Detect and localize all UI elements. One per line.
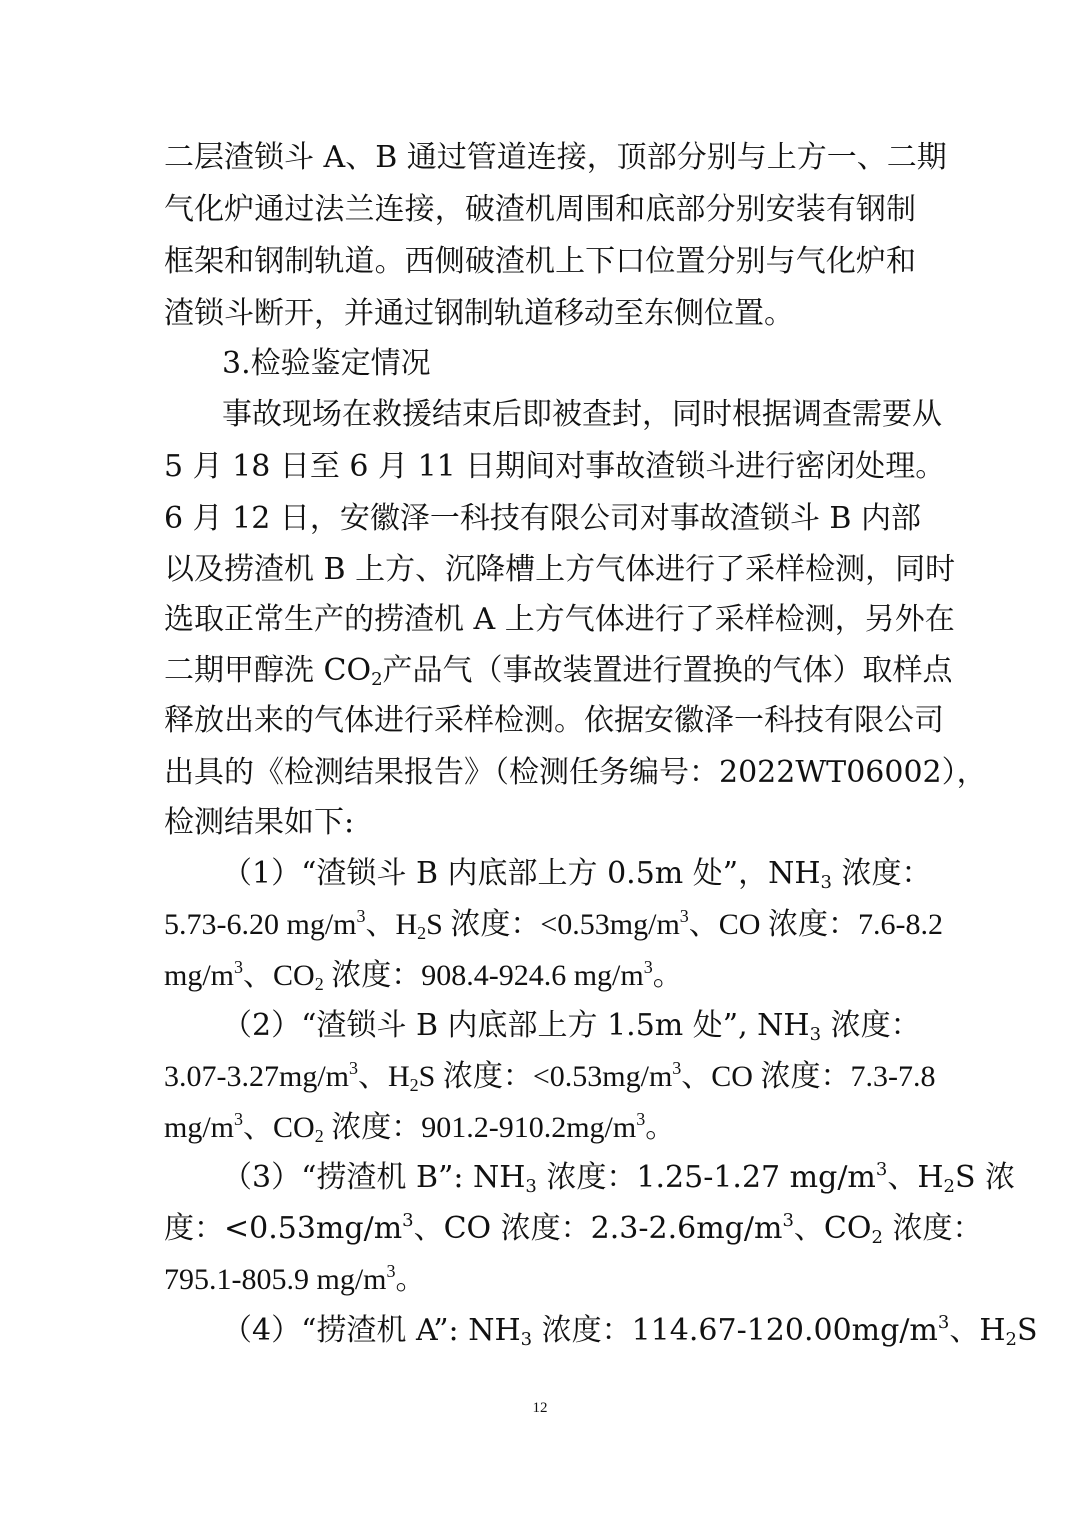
section-heading: 3.检验鉴定情况 [222, 346, 431, 381]
body-line: 二层渣锁斗 A、B 通过管道连接，顶部分别与上方一、二期 [164, 140, 947, 175]
body-line: 选取正常生产的捞渣机 A 上方气体进行了采样检测，另外在 [164, 602, 955, 637]
body-line: 二期甲醇洗 $CO_2$产品气（事故装置进行置换的气体）取样点 [164, 653, 953, 690]
result-item-1-line: 5.73-6.20 $mg/m^3$、$H_2S$ 浓度：$<0.53mg/m^3$、CO 浓度：7.6-8.2 [164, 906, 943, 943]
result-item-2: （2）“渣锁斗 B 内底部上方 1.5m 处”, $NH_3$ 浓度： [222, 1008, 921, 1045]
body-line: 渣锁斗断开，并通过钢制轨道移动至东侧位置。 [164, 296, 794, 331]
page-number: 12 [532, 1400, 548, 1416]
body-line: 6 月 12 日，安徽泽一科技有限公司对事故渣锁斗 B 内部 [164, 501, 921, 536]
result-item-2-line: $3.07-3.27mg/m^3$、$H_2S$ 浓度：$<0.53mg/m^3$、CO 浓度：7.3-7.8 [164, 1058, 936, 1095]
result-item-4: （4）“捞渣机 A”: $NH_3$ 浓度：$114.67-120.00mg/m^3$、$H_2S$ [222, 1312, 1038, 1350]
result-item-3: （3）“捞渣机 B”: $NH_3$ 浓度：1.25-1.27 $mg/m^3$、$H_2S$ 浓 [222, 1159, 1016, 1197]
body-line: 气化炉通过法兰连接，破渣机周围和底部分别安装有钢制 [164, 192, 916, 227]
body-line: 出具的《检测结果报告》（检测任务编号：2022WT06002）， [164, 755, 987, 790]
result-item-1: （1）“渣锁斗 B 内底部上方 0.5m 处”，$NH_3$ 浓度： [222, 856, 932, 893]
result-item-2-line: $mg/m^3$、$CO_2$ 浓度：$901.2-910.2mg/m^3$。 [164, 1109, 676, 1146]
body-line: 检测结果如下: [164, 805, 355, 840]
result-item-3-line: 度：$<0.53mg/m^3$、CO 浓度：$2.3-2.6mg/m^3$、$CO_2$ 浓度： [164, 1210, 983, 1248]
body-line: 5 月 18 日至 6 月 11 日期间对事故渣锁斗进行密闭处理。 [164, 449, 946, 484]
body-line: 框架和钢制轨道。西侧破渣机上下口位置分别与气化炉和 [164, 244, 916, 279]
body-line: 以及捞渣机 B 上方、沉降槽上方气体进行了采样检测，同时 [164, 552, 956, 587]
result-item-1-line: $mg/m^3$、$CO_2$ 浓度：908.4-924.6 $mg/m^3$。 [164, 957, 683, 994]
body-line: 事故现场在救援结束后即被查封，同时根据调查需要从 [222, 397, 942, 432]
body-line: 释放出来的气体进行采样检测。依据安徽泽一科技有限公司 [164, 703, 944, 738]
result-item-3-line: 795.1-805.9 $mg/m^3$。 [164, 1261, 426, 1296]
